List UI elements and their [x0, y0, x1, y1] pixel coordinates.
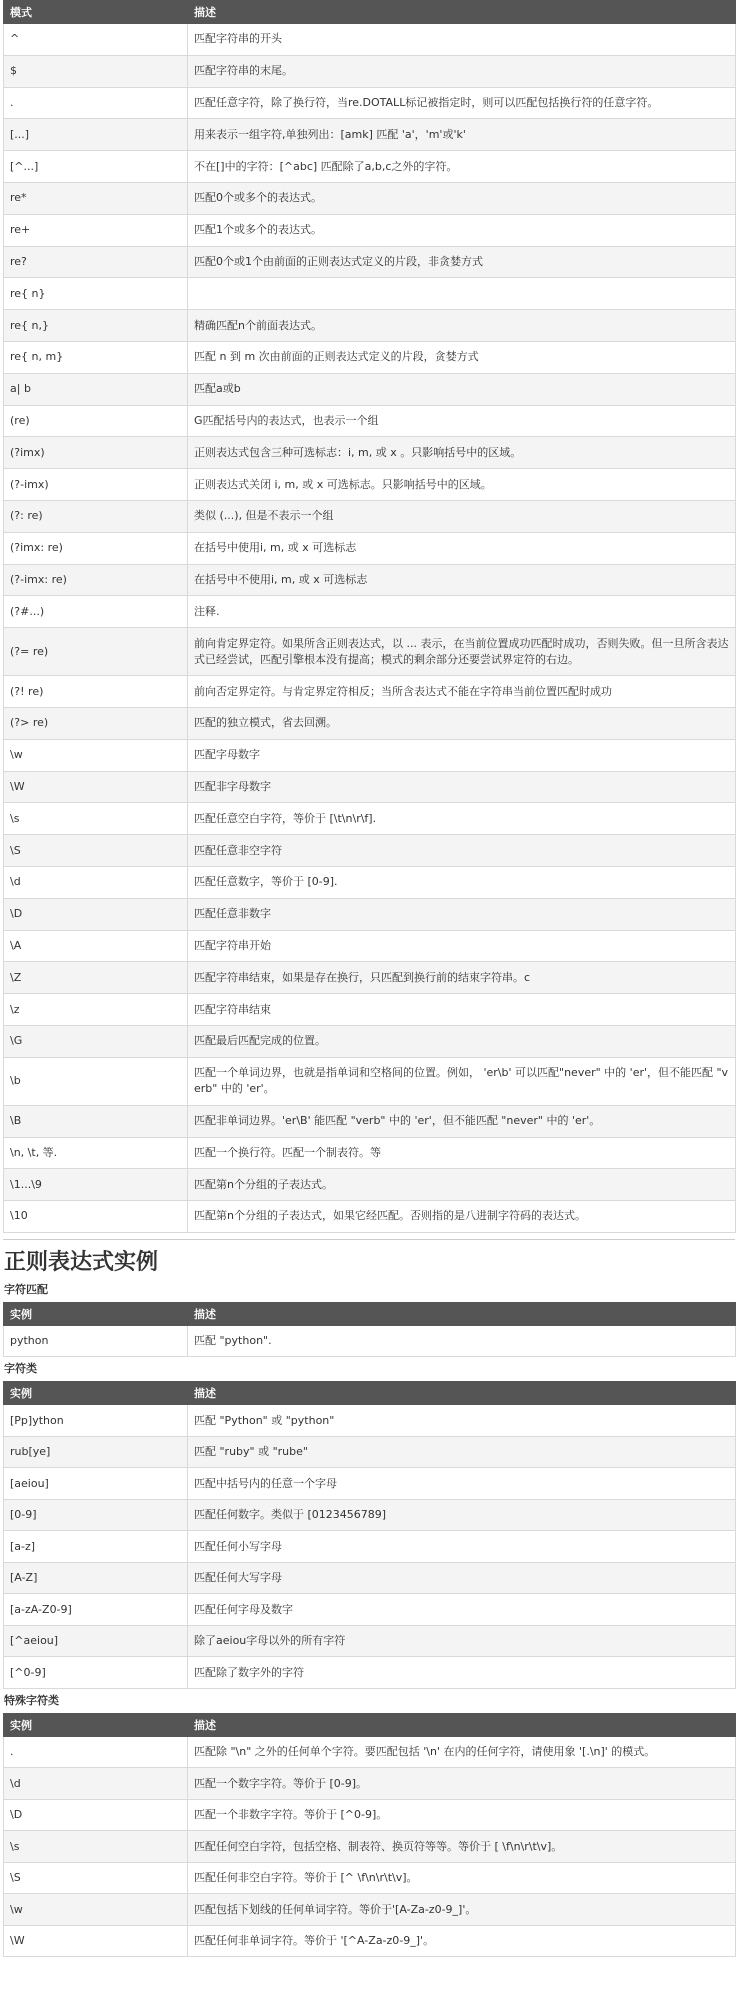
cell-pattern: [^aeiou]	[4, 1625, 188, 1657]
table-row	[4, 1862, 736, 1894]
table-row	[4, 405, 736, 437]
table-row	[4, 1468, 736, 1500]
cell-description: 匹配a或b	[188, 373, 736, 405]
cell-pattern: [a-zA-Z0-9]	[4, 1594, 188, 1626]
table-row	[4, 1768, 736, 1800]
cell-description: 匹配任何大写字母	[188, 1562, 736, 1594]
table-row	[4, 1594, 736, 1626]
cell-description: 匹配字符串开始	[188, 930, 736, 962]
table-row	[4, 1925, 736, 1957]
table-header-row	[4, 1302, 736, 1325]
cell-description: 匹配一个单词边界，也就是指单词和空格间的位置。例如， 'er\b' 可以匹配"never" 中的 'er'，但不能匹配 "verb" 中的 'er'。	[188, 1057, 736, 1105]
cell-description: 匹配 "ruby" 或 "rube"	[188, 1436, 736, 1468]
cell-description: 类似 (...), 但是不表示一个组	[188, 500, 736, 532]
cell-description: 匹配除了数字外的字符	[188, 1657, 736, 1689]
cell-pattern: \d	[4, 866, 188, 898]
cell-description: 前向肯定界定符。如果所含正则表达式，以 ... 表示，在当前位置成功匹配时成功，否则失败。但一旦所含表达式已经尝试，匹配引擎根本没有提高；模式的剩余部分还要尝试界定符的右边。	[188, 628, 736, 676]
table-row	[4, 1657, 736, 1689]
cell-pattern: .	[4, 1736, 188, 1768]
cell-pattern: re*	[4, 182, 188, 214]
table-row	[4, 1625, 736, 1657]
cell-pattern: \s	[4, 1831, 188, 1863]
table-row	[4, 1105, 736, 1137]
cell-pattern: \B	[4, 1105, 188, 1137]
cell-pattern: [a-z]	[4, 1531, 188, 1563]
table-row	[4, 1499, 736, 1531]
cell-pattern: \D	[4, 898, 188, 930]
cell-pattern: \G	[4, 1025, 188, 1057]
special-class-table	[3, 1713, 736, 1958]
table-row	[4, 1799, 736, 1831]
cell-pattern: \z	[4, 994, 188, 1026]
cell-pattern: \n, \t, 等.	[4, 1137, 188, 1169]
table-header-row	[4, 1382, 736, 1405]
cell-pattern: [...]	[4, 119, 188, 151]
cell-description: 正则表达式关闭 i, m, 或 x 可选标志。只影响括号中的区域。	[188, 469, 736, 501]
char-match-title: 字符匹配	[4, 1282, 48, 1296]
cell-description: 匹配 "python".	[188, 1325, 736, 1357]
cell-description: 匹配任何非单词字符。等价于 '[^A-Za-z0-9_]'。	[188, 1925, 736, 1957]
table-row	[4, 373, 736, 405]
cell-description: 匹配中括号内的任意一个字母	[188, 1468, 736, 1500]
cell-description: 匹配任何非空白字符。等价于 [^ \f\n\r\t\v]。	[188, 1862, 736, 1894]
special-class-title: 特殊字符类	[4, 1693, 59, 1707]
cell-pattern: (?-imx)	[4, 469, 188, 501]
cell-pattern: [^...]	[4, 151, 188, 183]
cell-pattern: [A-Z]	[4, 1562, 188, 1594]
cell-description	[188, 278, 736, 310]
cell-description: 匹配最后匹配完成的位置。	[188, 1025, 736, 1057]
cell-pattern: \W	[4, 1925, 188, 1957]
cell-description: 匹配任意数字，等价于 [0-9].	[188, 866, 736, 898]
cell-description: 匹配任意字符，除了换行符，当re.DOTALL标记被指定时，则可以匹配包括换行符的任意字符。	[188, 87, 736, 119]
table-row	[4, 469, 736, 501]
char-class-table-body	[4, 1405, 736, 1689]
table-row	[4, 341, 736, 373]
cell-description: 匹配任何空白字符，包括空格、制表符、换页符等等。等价于 [ \f\n\r\t\v]。	[188, 1831, 736, 1863]
cell-pattern: [^0-9]	[4, 1657, 188, 1689]
table-row	[4, 962, 736, 994]
cell-pattern: re+	[4, 214, 188, 246]
cell-description: 匹配一个数字字符。等价于 [0-9]。	[188, 1768, 736, 1800]
column-header-pattern: 模式	[4, 1, 188, 24]
table-row	[4, 803, 736, 835]
table-row	[4, 1436, 736, 1468]
cell-pattern: (?-imx: re)	[4, 564, 188, 596]
table-row	[4, 246, 736, 278]
section-title: 正则表达式实例	[4, 1249, 159, 1275]
cell-description: 匹配包括下划线的任何单词字符。等价于'[A-Za-z0-9_]'。	[188, 1894, 736, 1926]
cell-pattern: rub[ye]	[4, 1436, 188, 1468]
cell-description: 匹配 "Python" 或 "python"	[188, 1405, 736, 1437]
table-row	[4, 1531, 736, 1563]
cell-pattern: \S	[4, 1862, 188, 1894]
cell-description: 匹配一个换行符。匹配一个制表符。等	[188, 1137, 736, 1169]
table-row	[4, 437, 736, 469]
regex-pattern-table	[3, 0, 736, 1233]
cell-pattern: \w	[4, 739, 188, 771]
table-row	[4, 739, 736, 771]
cell-pattern: (?imx: re)	[4, 532, 188, 564]
table-row	[4, 182, 736, 214]
cell-description: 匹配一个非数字字符。等价于 [^0-9]。	[188, 1799, 736, 1831]
cell-pattern: [aeiou]	[4, 1468, 188, 1500]
cell-pattern: re{ n}	[4, 278, 188, 310]
table-row	[4, 1405, 736, 1437]
cell-description: 匹配的独立模式，省去回溯。	[188, 707, 736, 739]
cell-pattern: .	[4, 87, 188, 119]
table-row	[4, 1325, 736, 1357]
cell-description: 匹配字符串结束	[188, 994, 736, 1026]
cell-description: 匹配除 "\n" 之外的任何单个字符。要匹配包括 '\n' 在内的任何字符，请使用象 '[.\n]' 的模式。	[188, 1736, 736, 1768]
cell-description: 除了aeiou字母以外的所有字符	[188, 1625, 736, 1657]
column-header-description: 描述	[188, 1302, 736, 1325]
char-class-title: 字符类	[4, 1362, 37, 1376]
table-row	[4, 151, 736, 183]
cell-pattern: \Z	[4, 962, 188, 994]
column-header-description: 描述	[188, 1713, 736, 1736]
table-row	[4, 898, 736, 930]
cell-description: 匹配字符串结束，如果是存在换行，只匹配到换行前的结束字符串。c	[188, 962, 736, 994]
table-row	[4, 1894, 736, 1926]
cell-pattern: \1...\9	[4, 1169, 188, 1201]
table-row	[4, 707, 736, 739]
cell-description: 匹配字母数字	[188, 739, 736, 771]
cell-description: 在括号中使用i, m, 或 x 可选标志	[188, 532, 736, 564]
cell-pattern: (re)	[4, 405, 188, 437]
table-row	[4, 1201, 736, 1233]
cell-description: 匹配非单词边界。'er\B' 能匹配 "verb" 中的 'er'，但不能匹配 "never" 中的 'er'。	[188, 1105, 736, 1137]
table-row	[4, 87, 736, 119]
cell-pattern: \D	[4, 1799, 188, 1831]
cell-description: 匹配任何数字。类似于 [0123456789]	[188, 1499, 736, 1531]
cell-pattern: \W	[4, 771, 188, 803]
cell-pattern: re{ n,}	[4, 310, 188, 342]
cell-pattern: [Pp]ython	[4, 1405, 188, 1437]
column-header-example: 实例	[4, 1382, 188, 1405]
cell-pattern: python	[4, 1325, 188, 1357]
cell-description: 匹配任意非空字符	[188, 835, 736, 867]
cell-description: 匹配0个或1个由前面的正则表达式定义的片段，非贪婪方式	[188, 246, 736, 278]
cell-description: 不在[]中的字符：[^abc] 匹配除了a,b,c之外的字符。	[188, 151, 736, 183]
cell-pattern: re?	[4, 246, 188, 278]
table-row	[4, 866, 736, 898]
table-row	[4, 930, 736, 962]
table-row	[4, 278, 736, 310]
cell-pattern: $	[4, 55, 188, 87]
char-match-table-body	[4, 1325, 736, 1357]
table-row	[4, 1137, 736, 1169]
cell-description: 匹配字符串的末尾。	[188, 55, 736, 87]
cell-pattern: \A	[4, 930, 188, 962]
cell-description: 匹配任意非数字	[188, 898, 736, 930]
cell-pattern: \b	[4, 1057, 188, 1105]
cell-pattern: \S	[4, 835, 188, 867]
table-row	[4, 994, 736, 1026]
cell-pattern: (?imx)	[4, 437, 188, 469]
table-row	[4, 1057, 736, 1105]
char-match-table	[3, 1302, 736, 1358]
cell-description: 精确匹配n个前面表达式。	[188, 310, 736, 342]
table-row	[4, 55, 736, 87]
cell-pattern: [0-9]	[4, 1499, 188, 1531]
column-header-example: 实例	[4, 1713, 188, 1736]
cell-description: G匹配括号内的表达式，也表示一个组	[188, 405, 736, 437]
cell-pattern: a| b	[4, 373, 188, 405]
table-row	[4, 1025, 736, 1057]
cell-description: 匹配任意空白字符，等价于 [\t\n\r\f].	[188, 803, 736, 835]
cell-pattern: (?#...)	[4, 596, 188, 628]
table-header-row	[4, 1, 736, 24]
cell-description: 在括号中不使用i, m, 或 x 可选标志	[188, 564, 736, 596]
table-row	[4, 628, 736, 676]
table-row	[4, 1562, 736, 1594]
table-row	[4, 500, 736, 532]
cell-description: 前向否定界定符。与肯定界定符相反；当所含表达式不能在字符串当前位置匹配时成功	[188, 676, 736, 708]
table-row	[4, 596, 736, 628]
table-row	[4, 119, 736, 151]
cell-description: 匹配0个或多个的表达式。	[188, 182, 736, 214]
table-row	[4, 24, 736, 56]
cell-pattern: ^	[4, 24, 188, 56]
cell-description: 用来表示一组字符,单独列出：[amk] 匹配 'a'，'m'或'k'	[188, 119, 736, 151]
section-divider	[3, 1239, 735, 1240]
column-header-description: 描述	[188, 1382, 736, 1405]
table-row	[4, 771, 736, 803]
table-row	[4, 676, 736, 708]
cell-description: 匹配第n个分组的子表达式。	[188, 1169, 736, 1201]
cell-pattern: re{ n, m}	[4, 341, 188, 373]
table-row	[4, 1169, 736, 1201]
column-header-example: 实例	[4, 1302, 188, 1325]
cell-pattern: (?> re)	[4, 707, 188, 739]
cell-description: 匹配字符串的开头	[188, 24, 736, 56]
table-row	[4, 532, 736, 564]
table-header-row	[4, 1713, 736, 1736]
cell-pattern: \s	[4, 803, 188, 835]
column-header-description: 描述	[188, 1, 736, 24]
special-class-table-body	[4, 1736, 736, 1957]
cell-pattern: \d	[4, 1768, 188, 1800]
cell-description: 匹配1个或多个的表达式。	[188, 214, 736, 246]
table-row	[4, 1736, 736, 1768]
cell-pattern: \10	[4, 1201, 188, 1233]
cell-pattern: (?= re)	[4, 628, 188, 676]
cell-description: 正则表达式包含三种可选标志：i, m, 或 x 。只影响括号中的区域。	[188, 437, 736, 469]
regex-pattern-table-body	[4, 24, 736, 1233]
cell-description: 匹配 n 到 m 次由前面的正则表达式定义的片段，贪婪方式	[188, 341, 736, 373]
table-row	[4, 214, 736, 246]
table-row	[4, 564, 736, 596]
cell-pattern: \w	[4, 1894, 188, 1926]
cell-pattern: (?: re)	[4, 500, 188, 532]
cell-pattern: (?! re)	[4, 676, 188, 708]
table-row	[4, 310, 736, 342]
cell-description: 匹配任何字母及数字	[188, 1594, 736, 1626]
cell-description: 注释.	[188, 596, 736, 628]
cell-description: 匹配第n个分组的子表达式，如果它经匹配。否则指的是八进制字符码的表达式。	[188, 1201, 736, 1233]
cell-description: 匹配任何小写字母	[188, 1531, 736, 1563]
table-row	[4, 835, 736, 867]
cell-description: 匹配非字母数字	[188, 771, 736, 803]
table-row	[4, 1831, 736, 1863]
char-class-table	[3, 1381, 736, 1689]
